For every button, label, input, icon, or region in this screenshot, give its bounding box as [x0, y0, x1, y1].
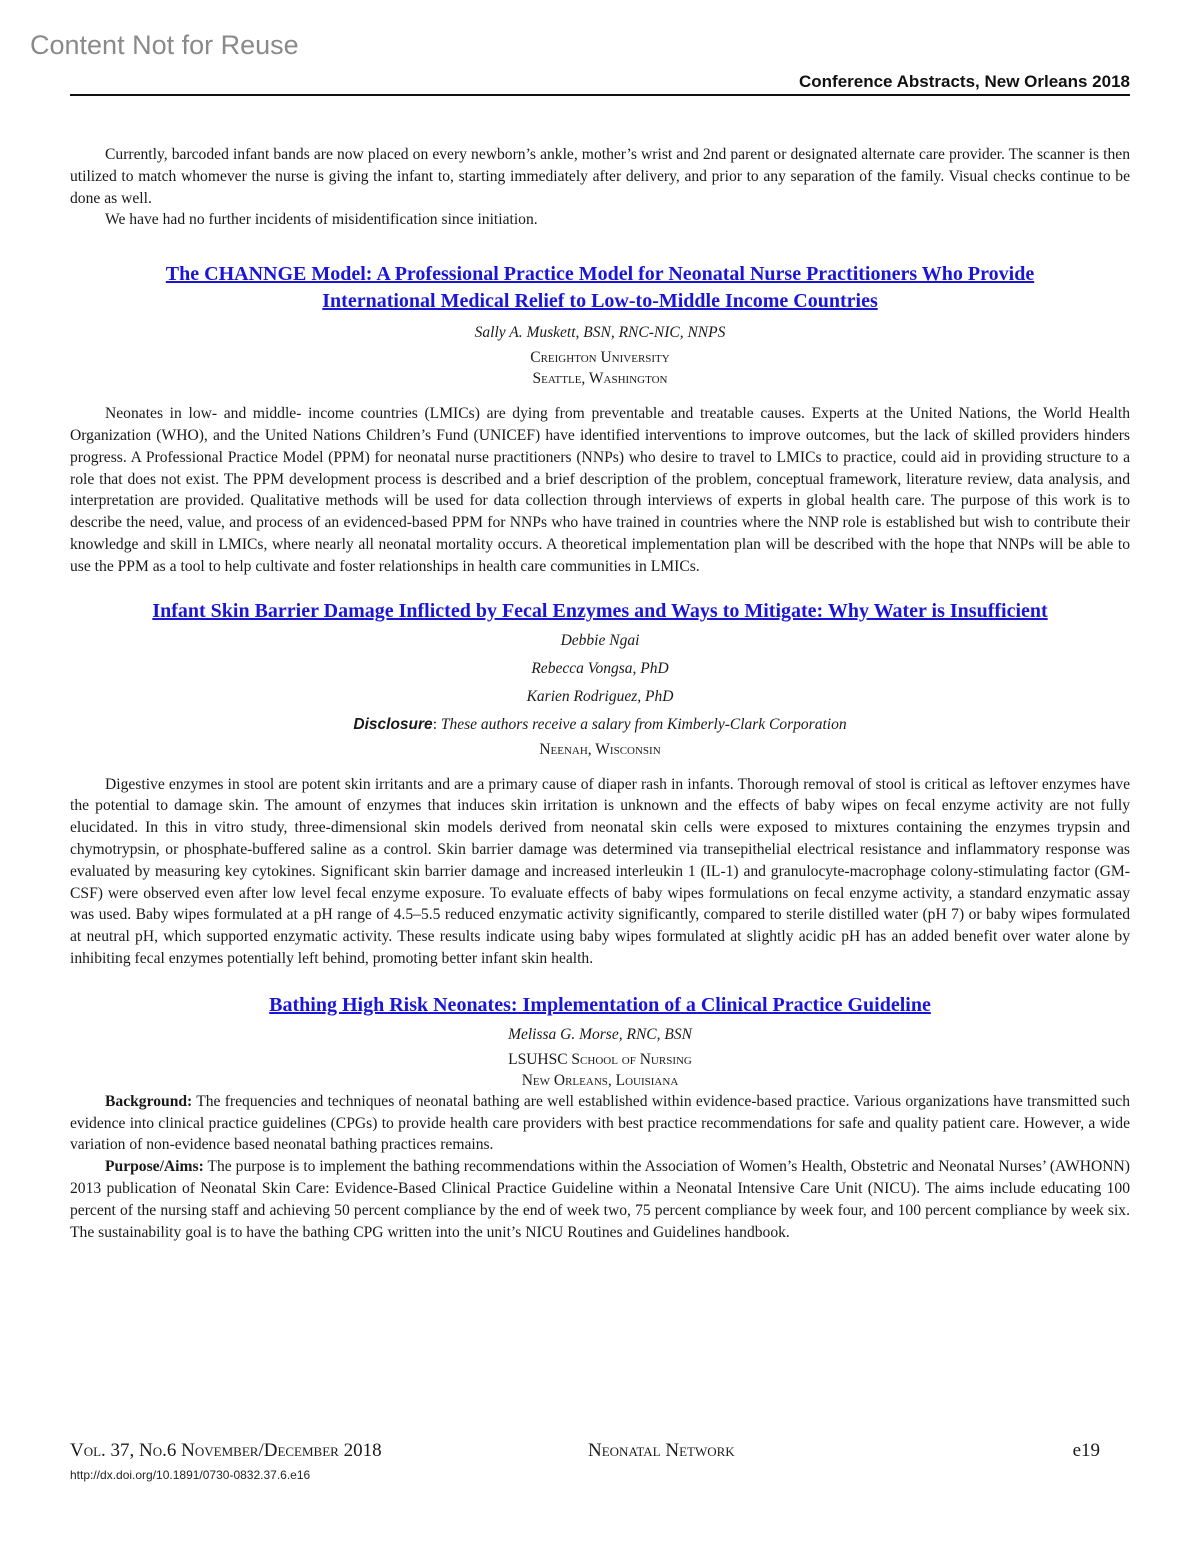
abstract-body: Digestive enzymes in stool are potent skin irritants and are a primary cause of diaper rash in infants. Thorough removal of stool is critical as leftover enzymes have the potential to damage skin. The amount of enzymes that induces skin irritation is unknown and the effects of baby wipes on fecal enzyme activity are not fully elucidated. In this in vitro study, three-dimensional skin models derived from neonatal skin cells were exposed to mixtures containing the enzymes trypsin and chymotrypsin, or phosphate-buffered saline as a control. Skin barrier damage was determined via transepithelial electrical resistance and inflammatory response was evaluated by measuring key cytokines. Significant skin barrier damage and increased interleukin 1 (IL-1) and granulocyte-macrophage colony-stimulating factor (GM-CSF) were observed even after low level fecal enzyme exposure. To evaluate effects of baby wipes formulations on fecal enzyme activity, a standard enzymatic assay was used. Baby wipes formulated at a pH range of 4.5–5.5 reduced enzymatic activity significantly, compared to sterile distilled water (pH 7) or baby wipes formulated at neutral pH, which supported enzymatic activity. These results indicate using baby wipes formulated at slightly acidic pH has an added benefit over water alone by inhibiting fecal enzymes potentially left behind, promoting better infant skin health. [70, 775, 1130, 967]
abstract-title-link[interactable]: Bathing High Risk Neonates: Implementation of a Clinical Practice Guideline [269, 993, 931, 1016]
abstract-background [70, 1091, 1130, 1156]
abstract-body: Neonates in low- and middle- income countries (LMICs) are dying from preventable and treatable causes. Experts at the United Nations, the World Health Organization (WHO), and the United Nations Children’s Fund (UNICEF) have identified interventions to improve outcomes, but the lack of skilled providers hinders progress. A Professional Practice Model (PPM) for neonatal nurse practitioners (NNPs) who desire to travel to LMICs to practice, could aid in providing structure to a role that does not exist. The PPM development process is described and a brief description of the problem, conceptual framework, literature review, data analysis, and interpretation are provided. Qualitative methods will be used for data collection through interviews of experts in global health care. The purpose of this work is to describe the need, value, and process of an evidenced-based PPM for NNPs who have trained in countries where the NNP role is established but wish to contribute their knowledge and skill in LMICs, where nearly all neonatal mortality occurs. A theoretical implementation plan will be described with the hope that NNPs will be able to use the PPM as a tool to help cultivate and foster relationships in health care communities in LMICs. [70, 405, 1130, 575]
abstract-title-link[interactable]: International Medical Relief to Low-to-Middle Income Countries [322, 290, 878, 313]
abstract-title-link[interactable]: Infant Skin Barrier Damage Inflicted by Fecal Enzymes and Ways to Mitigate: Why Water is Insufficient [152, 599, 1048, 622]
affiliation: Creighton University [530, 349, 670, 367]
aims-label: Purpose/Aims: [105, 1158, 204, 1176]
abstract-title-link[interactable]: The CHANNGE Model: A Professional Practice Model for Neonatal Nurse Practitioners Who Provide [165, 263, 1035, 286]
disclosure-text: These authors receive a salary from Kimberly-Clark Corporation [440, 715, 847, 733]
location: New Orleans, Louisiana [521, 1071, 679, 1089]
location: Seattle, Washington [532, 370, 668, 388]
abstract-aims [70, 1156, 1130, 1243]
abstract-title [70, 261, 1130, 315]
location: Neenah, Wisconsin [539, 740, 661, 758]
doi-link[interactable]: http://dx.doi.org/10.1891/0730-0832.37.6.e16 [70, 1468, 311, 1482]
footer-journal: Neonatal Network [588, 1440, 735, 1461]
affiliation: LSUHSC School of Nursing [508, 1050, 692, 1068]
abstract-title [70, 992, 1130, 1019]
background-text: The frequencies and techniques of neonatal bathing are well established within evidence-based practice. Various organizations have transmitted such evidence into clinical practice guidelines (CPGs) to provide health care providers with best practice recommendations for safe and quality patient care. However, a wide variation of non-evidence based neonatal bathing practices remains. [70, 1092, 1130, 1154]
intro-paragraph: We have had no further incidents of misidentification since initiation. [105, 211, 538, 229]
page-number: e19 [1072, 1440, 1100, 1461]
disclosure: Disclosure: These authors receive a salary from Kimberly-Clark Corporation [353, 715, 847, 733]
abstract-title [70, 598, 1130, 625]
page-content [70, 144, 1130, 1243]
author: Karien Rodriguez, PhD [526, 687, 674, 705]
background-label: Background: [105, 1092, 193, 1110]
footer-volume: Vol. 37, No.6 November/December 2018 [70, 1440, 382, 1461]
disclosure-label: Disclosure [353, 715, 433, 733]
author: Sally A. Muskett, BSN, RNC-NIC, NNPS [474, 324, 726, 342]
watermark: Content Not for Reuse [30, 30, 299, 60]
author: Melissa G. Morse, RNC, BSN [508, 1025, 692, 1043]
author: Debbie Ngai [560, 631, 640, 649]
aims-text: The purpose is to implement the bathing recommendations within the Association of Women’s Health, Obstetric and Neonatal Nurses’ (AWHONN) 2013 publication of Neonatal Skin Care: Evidence-Based Clinical Practice Guideline within a Neonatal Intensive Care Unit (NICU). The aims include educating 100 percent of the nursing staff and achieving 50 percent compliance by the end of week two, 75 percent compliance by week four, and 100 percent compliance by week six. The sustainability goal is to have the bathing CPG written into the unit’s NICU Routines and Guidelines handbook. [70, 1158, 1130, 1241]
author: Rebecca Vongsa, PhD [531, 659, 669, 677]
running-head: Conference Abstracts, New Orleans 2018 [70, 72, 1130, 96]
intro-paragraph: Currently, barcoded infant bands are now placed on every newborn’s ankle, mother’s wrist and 2nd parent or designated alternate care provider. The scanner is then utilized to match whomever the nurse is giving the infant to, starting immediately after delivery, and prior to any separation of the family. Visual checks continue to be done as well. [70, 146, 1130, 207]
